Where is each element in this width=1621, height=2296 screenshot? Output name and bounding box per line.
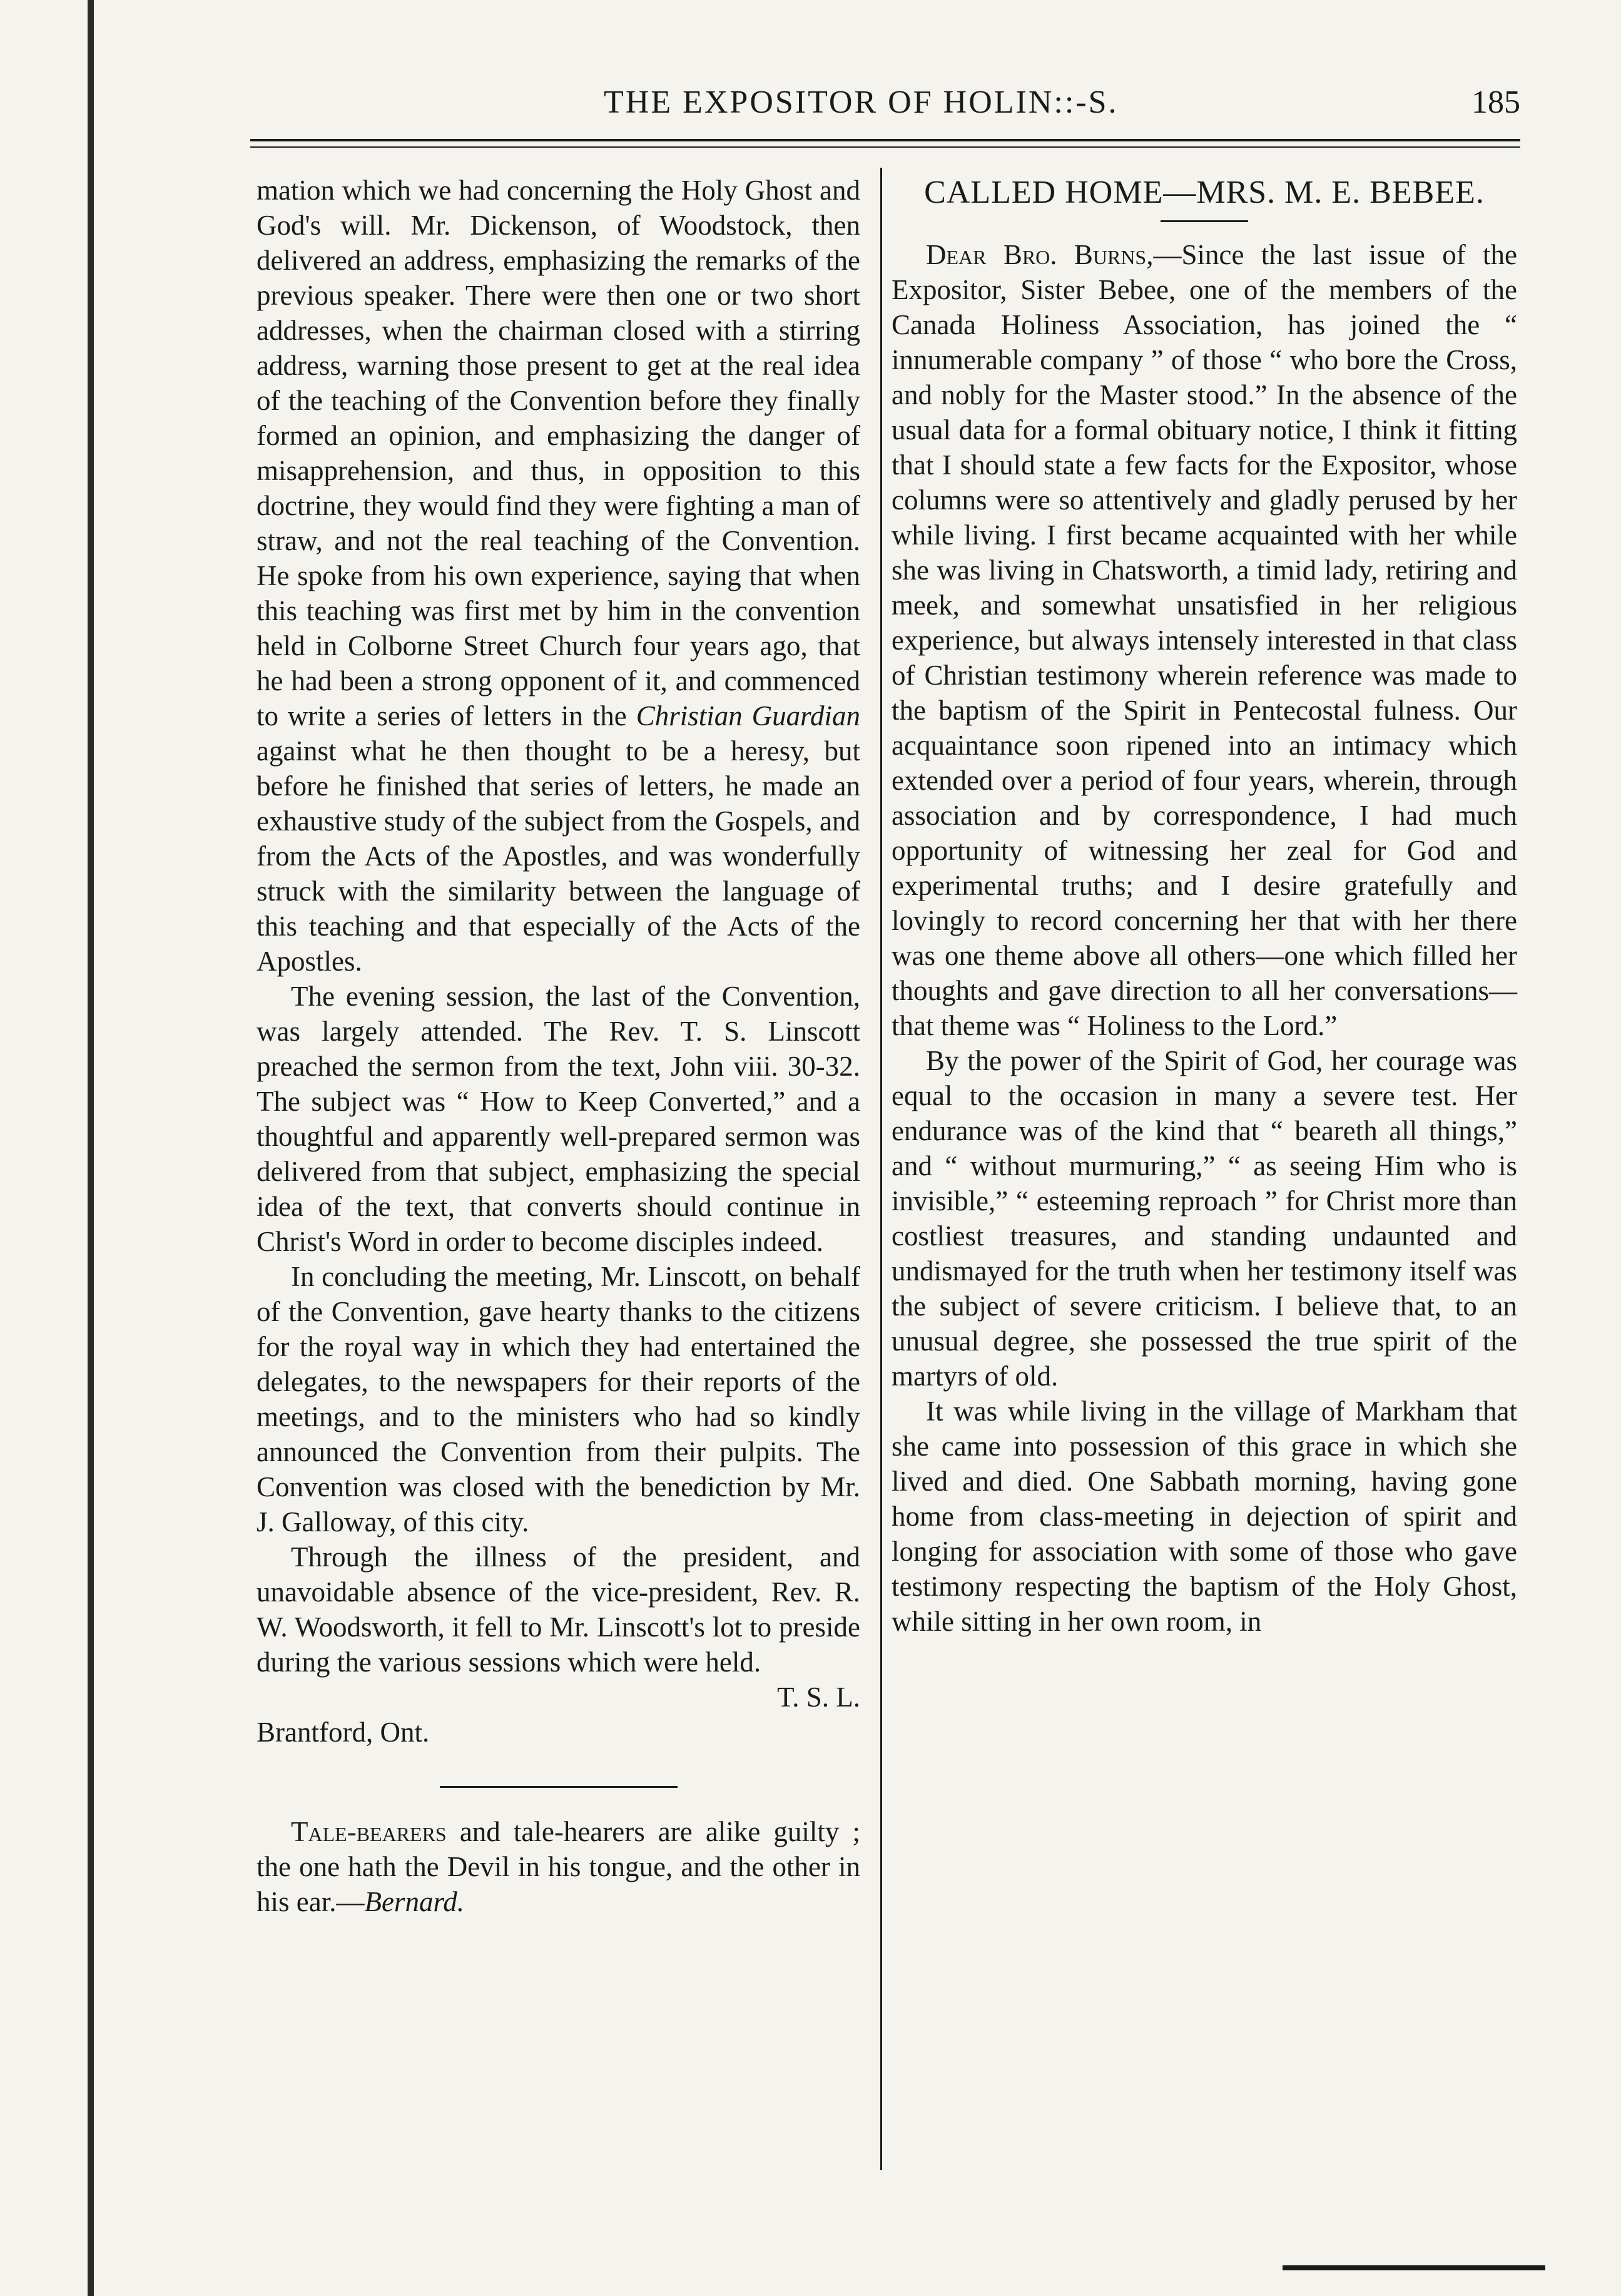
right-p1-text: —Since the last issue of the Expositor, Sister Bebee, one of the members of the Canada Holiness Association, has joined the “ innumerable company ” of those “ who bore the Cross, and nobly for the Master stood.” In the absence of the usual data for a formal obituary notice, I think it fitting that I should state a few facts for the Expositor, whose columns were so attentively and gladly perused by her while living. I first became acquainted with her while she was living in Chatsworth, a timid lady, retiring and meek, and somewhat unsatisfied in her religious experience, but always intensely interested in that class of Christian testimony wherein reference was made to the baptism of the Spirit in Pentecostal fulness. Our acquaintance soon ripened into an intimacy which extended over a period of four years, wherein, through association and by correspondence, I had much opportunity of witnessing her zeal for God and experimental truths; and I desire gratefully and lovingly to record concerning her that with her there was one theme above all others—one which filled her thoughts and gave direction to all her conversations—that theme was “ Holiness to the Lord.” <box>892 239 1517 1041</box>
header-rule-thick <box>250 139 1520 141</box>
quote-lead: Tale-bearers <box>291 1816 447 1847</box>
newspaper-title: Christian Guardian <box>636 700 860 732</box>
running-header <box>250 80 1520 130</box>
left-p1-end: against what he then thought to be a heresy, but before he finished that series of letters, he made an exhaustive study of the subject from the Gospels, and from the Acts of the Apostles, and was wonderfully struck with the similarity between the language of this teaching and that especially of the Acts of the Apostles. <box>257 735 860 977</box>
left-paragraph-4: Through the illness of the president, and unavoidable absence of the vice-president, Rev. R. W. Woodsworth, it fell to Mr. Linscott's lot to preside during the various sessions which were held. <box>257 1541 860 1678</box>
bottom-edge-mark <box>1283 2265 1545 2270</box>
place-line: Brantford, Ont. <box>257 1717 430 1748</box>
signature: T. S. L. <box>777 1681 860 1713</box>
left-paragraph-3: In concluding the meeting, Mr. Linscott, on behalf of the Convention, gave hearty thanks to the citizens for the royal way in which they had entertained the delegates, to the newspapers for their reports of the meetings, and to the ministers who had so kindly announced the Convention from their pulpits. The Convention was closed with the benediction by Mr. J. Galloway, of this city. <box>257 1261 860 1538</box>
right-column <box>892 173 1517 1639</box>
quote-author: Bernard. <box>364 1886 465 1917</box>
journal-title: THE EXPOSITOR OF HOLIN::-S. <box>604 84 1119 120</box>
right-paragraph-2: By the power of the Spirit of God, her courage was equal to the occasion in many a severe test. Her endurance was of the kind that “ beareth all things,” and “ without murmuring,” “ as seeing Him who is invisible,” “ esteeming reproach ” for Christ more than costliest treasures, and standing undaunted and undismayed for the truth when her testimony itself was the subject of severe criticism. I believe that, to an unusual degree, she possessed the true spirit of the martyrs of old. <box>892 1045 1517 1392</box>
salutation: Dear Bro. Burns, <box>926 239 1154 270</box>
heading-rule <box>1161 220 1248 222</box>
section-rule <box>440 1786 678 1788</box>
right-paragraph-3: It was while living in the village of Markham that she came into possession of this grace in which she lived and died. One Sabbath morning, having gone home from class-meeting in dejection of spirit and longing for association with some of those who gave testimony respecting the baptism of the Holy Ghost, while sitting in her own room, in <box>892 1395 1517 1637</box>
column-divider <box>880 168 882 2170</box>
left-p1-text: mation which we had concerning the Holy Ghost and God's will. Mr. Dickenson, of Woodstock, then delivered an address, emphasizing the remarks of the previous speaker. There were then one or two short addresses, when the chairman closed with a stirring address, warning those present to get at the real idea of the teaching of the Convention before they finally formed an opinion, and emphasizing the danger of misapprehension, and thus, in opposition to this doctrine, they would find they were fighting a man of straw, and not the real teaching of the Convention. He spoke from his own experience, saying that when this teaching was first met by him in the convention held in Colborne Street Church four years ago, that he had been a strong opponent of it, and commenced to write a series of letters in the <box>257 175 860 732</box>
quote-paragraph <box>257 1814 860 1919</box>
article-heading: CALLED HOME—MRS. M. E. BEBEE. <box>924 175 1485 210</box>
quote-body: and tale-hearers are alike guilty ; the one hath the Devil in his tongue, and the other in his ear.— <box>257 1816 860 1917</box>
binding-edge <box>88 0 94 2296</box>
left-column <box>257 173 860 1919</box>
left-paragraph-1 <box>257 173 860 979</box>
header-rule-thin <box>250 146 1520 148</box>
page-number: 185 <box>1471 84 1520 120</box>
right-paragraph-1 <box>892 237 1517 1043</box>
left-paragraph-2: The evening session, the last of the Convention, was largely attended. The Rev. T. S. Linscott preached the sermon from the text, John viii. 30-32. The subject was “ How to Keep Converted,” and a thoughtful and apparently well-prepared sermon was delivered from that subject, emphasizing the special idea of the text, that converts should continue in Christ's Word in order to become disciples indeed. <box>257 981 860 1257</box>
